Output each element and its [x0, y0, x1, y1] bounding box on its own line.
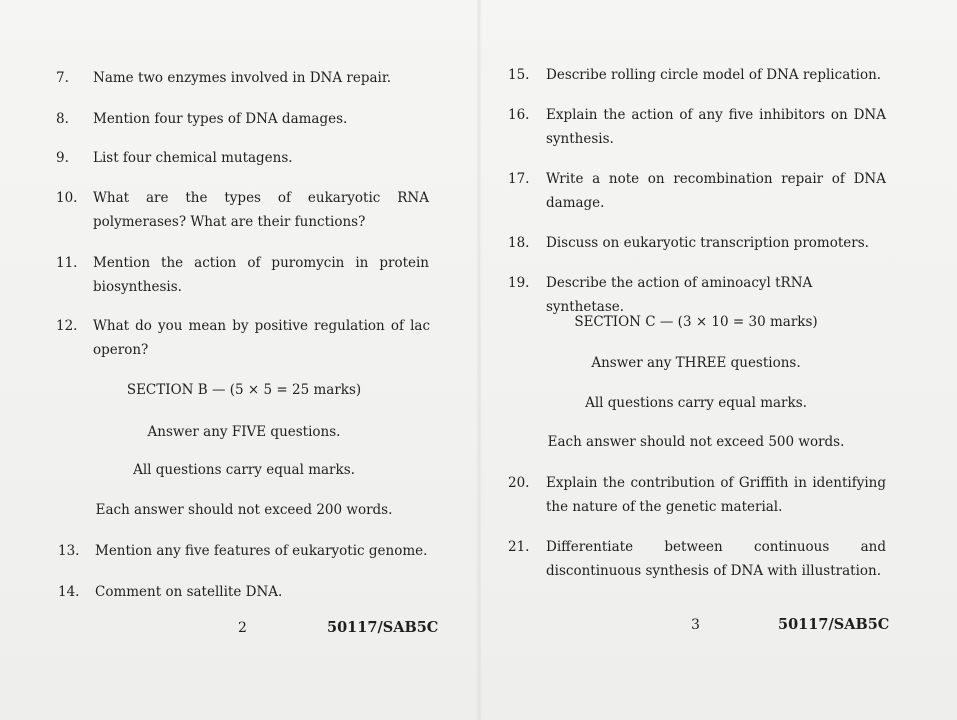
question-number: 10. — [56, 190, 78, 206]
question-17 — [508, 167, 893, 217]
question-text: Discuss on eukaryotic transcription promoters. — [546, 235, 869, 251]
question-number: 21. — [508, 539, 530, 555]
question-number: 13. — [58, 543, 80, 559]
question-text-line-1: Write a note on recombination repair of DNA — [546, 171, 886, 187]
question-text-line-1: Differentiate between continuous and — [546, 539, 886, 555]
page-fold — [476, 0, 482, 720]
question-number: 15. — [508, 67, 530, 83]
paper-code: 50117/SAB5C — [327, 619, 439, 636]
question-text-line-1: What are the types of eukaryotic RNA — [93, 190, 429, 206]
section-b-heading: SECTION B — (5 × 5 = 25 marks) — [126, 382, 362, 398]
question-text-line-1: Explain the action of any five inhibitors on DNA — [546, 107, 886, 123]
question-text: Mention any five features of eukaryotic genome. — [95, 543, 428, 559]
question-text-line-1: What do you mean by positive regulation of lac — [93, 318, 430, 334]
question-text-line-1: Mention the action of puromycin in protein — [93, 255, 429, 271]
question-text-line-2: operon? — [93, 342, 149, 358]
question-20 — [508, 471, 893, 521]
question-number: 11. — [56, 255, 78, 271]
section-c-marks-note: All questions carry equal marks. — [585, 395, 807, 411]
question-10 — [56, 186, 436, 236]
question-text-line-2: the nature of the genetic material. — [546, 499, 783, 515]
question-number: 16. — [508, 107, 530, 123]
question-text: List four chemical mutagens. — [93, 150, 293, 166]
page-number: 2 — [238, 620, 247, 636]
question-text-line-2: discontinuous synthesis of DNA with illustration. — [546, 563, 882, 579]
section-b-word-limit: Each answer should not exceed 200 words. — [95, 502, 393, 518]
question-text-line-2: biosynthesis. — [93, 279, 182, 295]
question-number: 18. — [508, 235, 530, 251]
question-text: Describe rolling circle model of DNA replication. — [546, 67, 882, 83]
question-text-line-2: synthesis. — [546, 131, 614, 147]
question-number: 12. — [56, 318, 78, 334]
question-number: 8. — [56, 111, 69, 127]
section-b-marks-note: All questions carry equal marks. — [133, 462, 355, 478]
question-text: Describe the action of aminoacyl tRNA synthetase. — [546, 275, 813, 315]
page-number: 3 — [691, 617, 700, 633]
section-c-word-limit: Each answer should not exceed 500 words. — [547, 434, 845, 450]
question-number: 19. — [508, 275, 530, 291]
question-number: 7. — [56, 70, 69, 86]
section-b-instruction: Answer any FIVE questions. — [147, 424, 341, 440]
question-16 — [508, 103, 893, 153]
section-c-instruction: Answer any THREE questions. — [591, 355, 801, 371]
question-11 — [56, 251, 436, 301]
section-c-heading: SECTION C — (3 × 10 = 30 marks) — [574, 314, 818, 330]
question-number: 14. — [58, 584, 80, 600]
question-text: Name two enzymes involved in DNA repair. — [93, 70, 392, 86]
question-number: 17. — [508, 171, 530, 187]
question-text: Mention four types of DNA damages. — [93, 111, 348, 127]
question-text-line-2: damage. — [546, 195, 605, 211]
question-text-line-1: Explain the contribution of Griffith in identifying — [546, 475, 886, 491]
question-21 — [508, 535, 893, 585]
question-text-line-2: polymerases? What are their functions? — [93, 214, 366, 230]
question-12 — [56, 314, 436, 364]
question-text: Comment on satellite DNA. — [95, 584, 283, 600]
question-number: 20. — [508, 475, 530, 491]
question-number: 9. — [56, 150, 69, 166]
paper-code: 50117/SAB5C — [778, 616, 890, 633]
